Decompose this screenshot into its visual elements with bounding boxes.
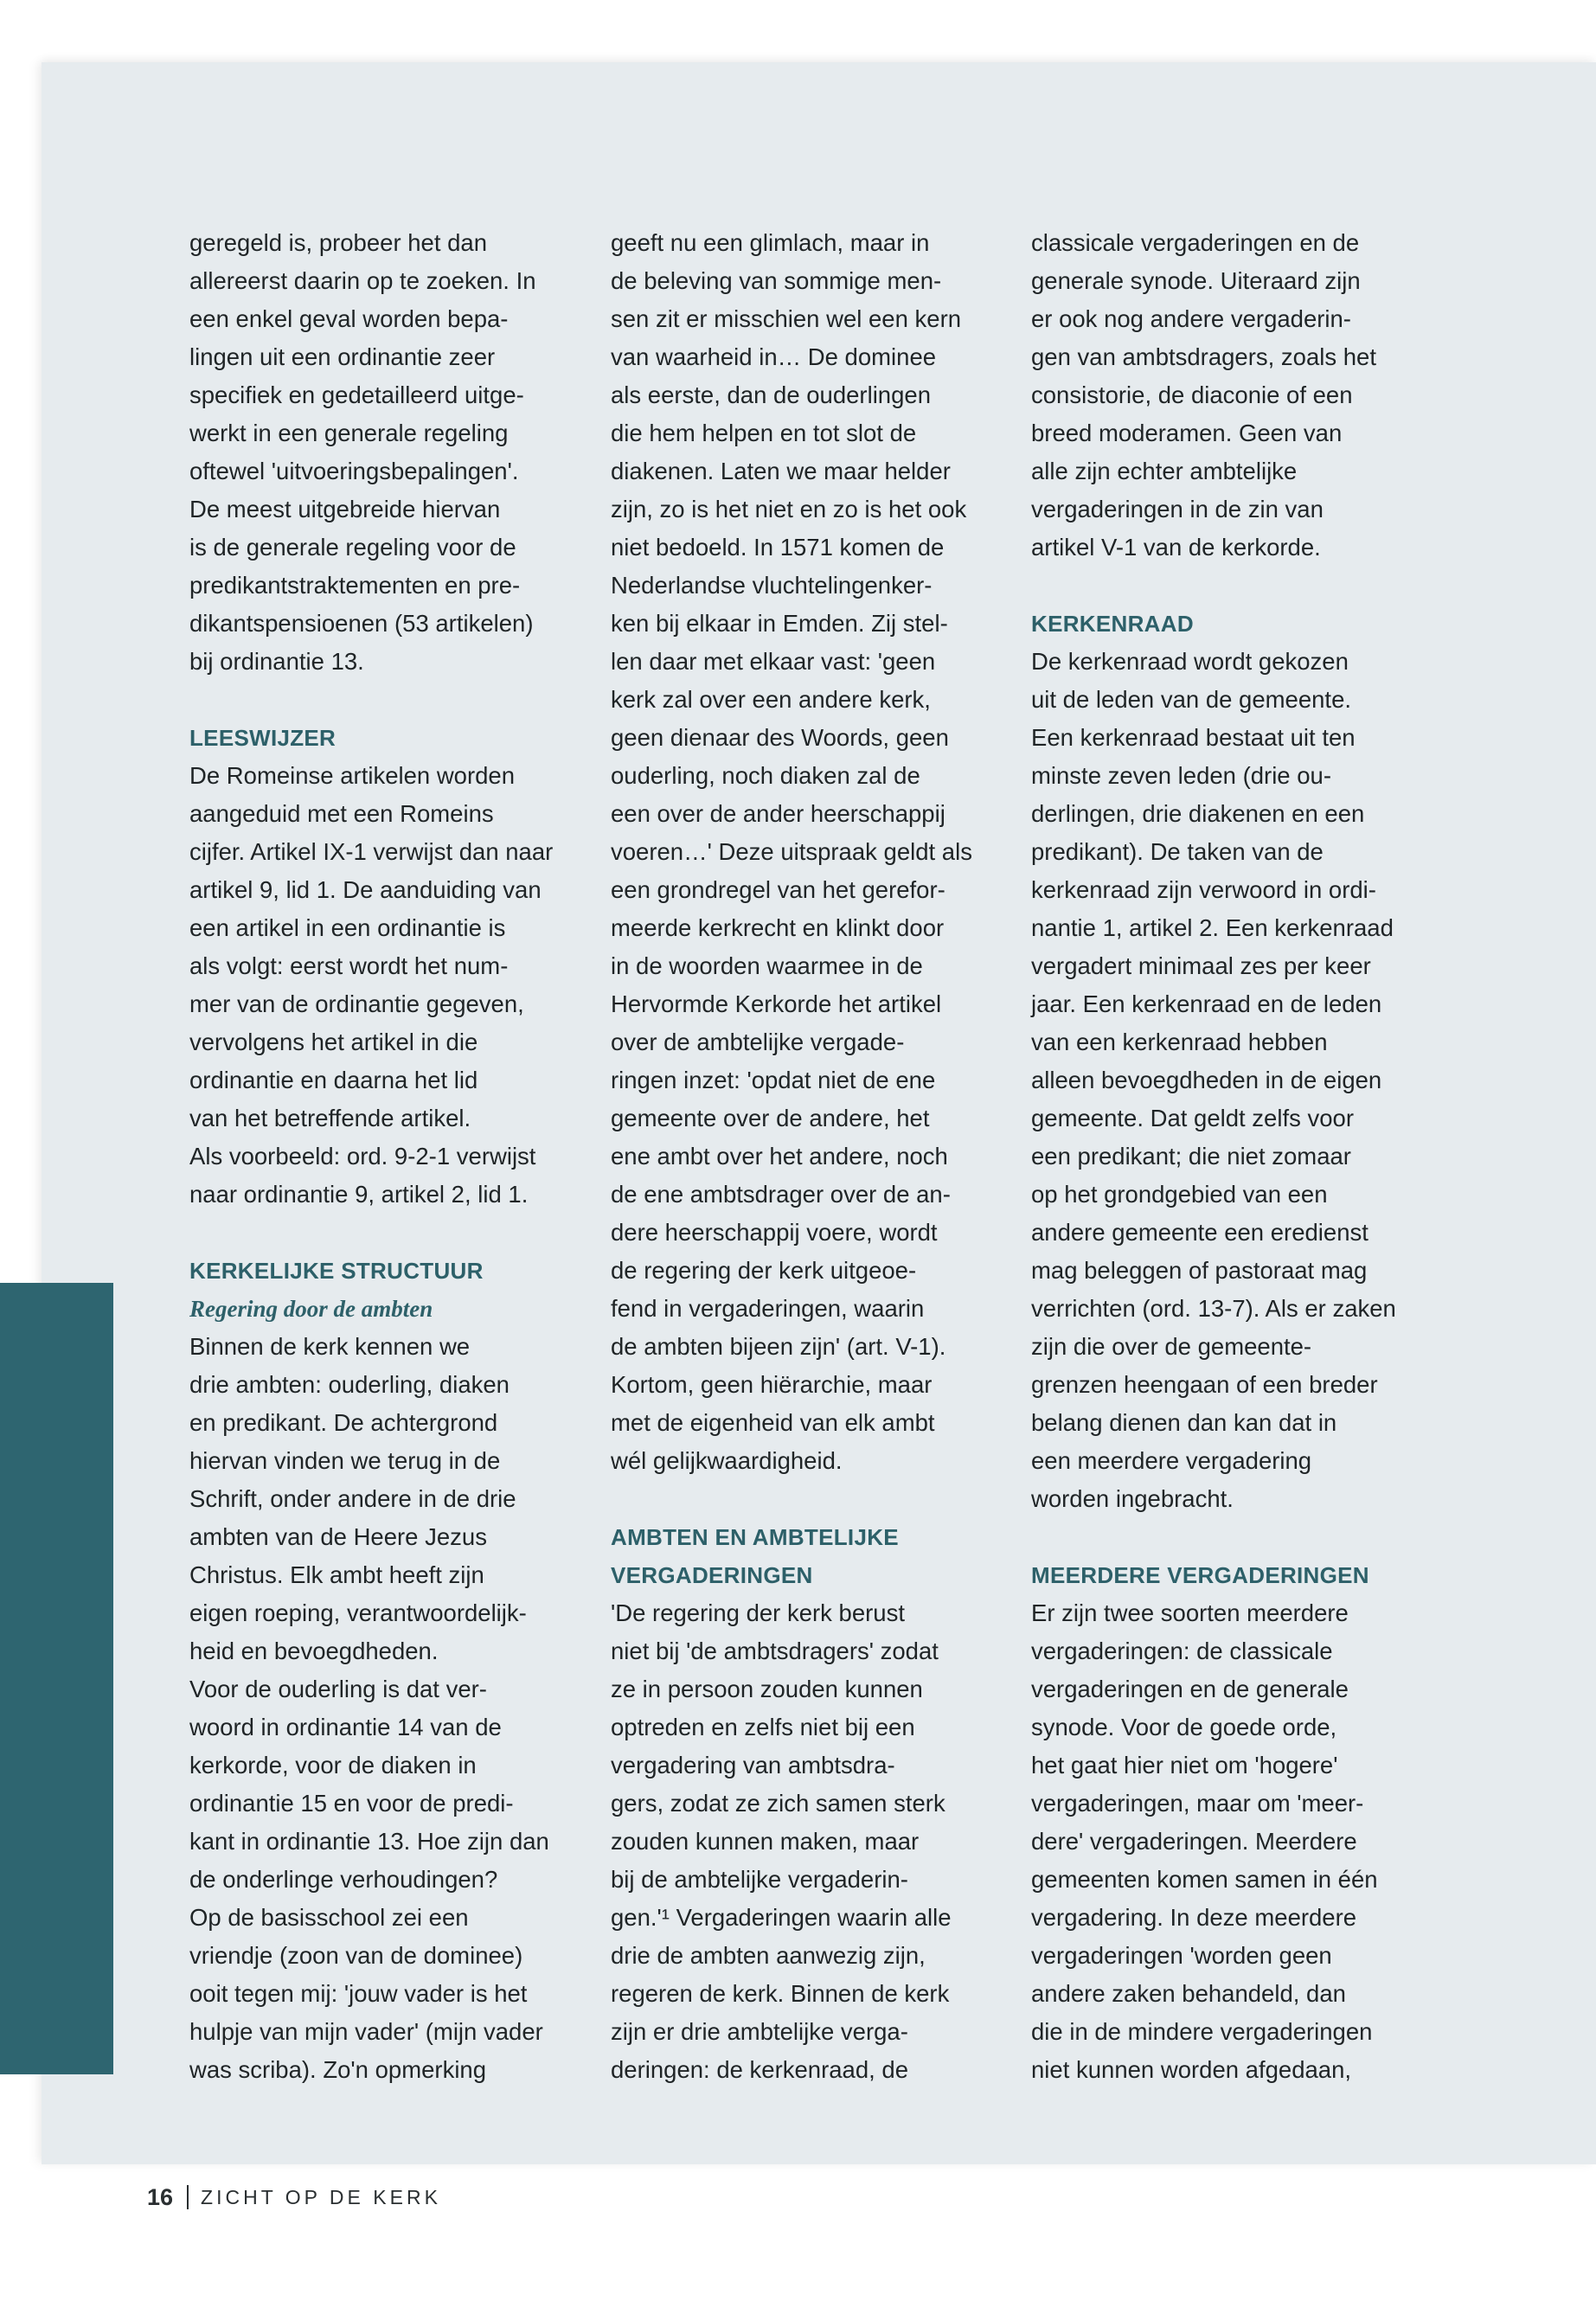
footer-divider [187,2185,189,2209]
text-line: cijfer. Artikel IX-1 verwijst dan naar [189,838,554,865]
text-line: zijn die over de gemeente- [1031,1333,1312,1360]
text-line: eigen roeping, verantwoordelijk- [189,1599,527,1626]
text-line: aangeduid met een Romeins [189,800,494,827]
text-line: een enkel geval worden bepa- [189,305,509,332]
text-line: artikel 9, lid 1. De aanduiding van [189,876,542,903]
text-line: als volgt: eerst wordt het num- [189,952,509,979]
text-line: 'De regering der kerk berust [611,1599,905,1626]
text-line: uit de leden van de gemeente. [1031,686,1352,713]
text-line: bij de ambtelijke vergaderin- [611,1866,908,1893]
publication-name: ZICHT OP DE KERK [201,2185,441,2208]
text-line: niet bedoeld. In 1571 komen de [611,534,945,561]
text-line: classicale vergaderingen en de [1031,229,1360,256]
text-line: de onderlinge verhoudingen? [189,1866,498,1893]
text-line: vergadert minimaal zes per keer [1031,952,1371,979]
text-line: ooit tegen mij: 'jouw vader is het [189,1980,528,2007]
text-line: vriendje (zoon van de dominee) [189,1942,523,1969]
text-line: specifiek en gedetailleerd uitge- [189,381,524,408]
text-line: vervolgens het artikel in die [189,1029,478,1055]
text-line: was scriba). Zo'n opmerking [189,2056,487,2083]
text-line: belang dienen dan kan dat in [1031,1409,1337,1436]
text-line: verrichten (ord. 13-7). Als er zaken [1031,1295,1396,1322]
text-line: het gaat hier niet om 'hogere' [1031,1752,1338,1779]
column-2 [611,224,996,2089]
text-line: mag beleggen of pastoraat mag [1031,1257,1368,1284]
text-line: mer van de ordinantie gegeven, [189,990,524,1017]
text-line: de beleving van sommige men- [611,267,942,294]
text-line: De meest uitgebreide hiervan [189,496,501,522]
text-line: diakenen. Laten we maar helder [611,458,951,484]
paragraph-gap [189,681,574,719]
text-line: van waarheid in… De dominee [611,343,937,370]
text-line: consistorie, de diaconie of een [1031,381,1353,408]
text-line: andere zaken behandeld, dan [1031,1980,1346,2007]
text-line: gers, zodat ze zich samen sterk [611,1790,945,1817]
text-line: Hervormde Kerkorde het artikel [611,990,942,1017]
text-line: van het betreffende artikel. [189,1105,471,1131]
text-line: gemeente over de andere, het [611,1105,930,1131]
page-footer [147,2180,441,2214]
text-line: werkt in een generale regeling [189,420,509,446]
text-line: geeft nu een glimlach, maar in [611,229,930,256]
text-line: Binnen de kerk kennen we [189,1333,471,1360]
text-line: generale synode. Uiteraard zijn [1031,267,1361,294]
text-line: De Romeinse artikelen worden [189,762,516,789]
text-line: Nederlandse vluchtelingenker- [611,572,933,599]
text-line: vergadering van ambtsdra- [611,1752,895,1779]
paragraph [1031,1594,1416,2089]
text-line: andere gemeente een eredienst [1031,1219,1368,1246]
paragraph [189,1328,574,2089]
text-line: Als voorbeeld: ord. 9-2-1 verwijst [189,1143,536,1170]
text-line: Christus. Elk ambt heeft zijn [189,1561,484,1588]
paragraph-gap [1031,1518,1416,1556]
text-line: predikantstraktementen en pre- [189,572,521,599]
text-line: niet bij 'de ambtsdragers' zodat [611,1638,939,1664]
paragraph-gap [189,1214,574,1252]
text-line: grenzen heengaan of een breder [1031,1371,1378,1398]
text-line: zijn er drie ambtelijke verga- [611,2018,908,2045]
text-line: de ambten bijeen zijn' (art. V-1). [611,1333,946,1360]
text-line: oftewel 'uitvoeringsbepalingen'. [189,458,519,484]
text-line: is de generale regeling voor de [189,534,516,561]
text-line: kerkorde, voor de diaken in [189,1752,477,1779]
text-line: de regering der kerk uitgeoe- [611,1257,917,1284]
text-line: gen.'¹ Vergaderingen waarin alle [611,1904,952,1931]
text-line: ouderling, noch diaken zal de [611,762,920,789]
paragraph-gap [611,1480,996,1518]
text-line: synode. Voor de goede orde, [1031,1714,1337,1740]
text-line: op het grondgebied van een [1031,1181,1328,1208]
text-line: de ene ambtsdrager over de an- [611,1181,951,1208]
text-line: regeren de kerk. Binnen de kerk [611,1980,950,2007]
text-line: alle zijn echter ambtelijke [1031,458,1298,484]
text-line: hulpje van mijn vader' (mijn vader [189,2018,543,2045]
text-line: geen dienaar des Woords, geen [611,724,949,751]
text-line: Op de basisschool zei een [189,1904,469,1931]
text-line: over de ambtelijke vergade- [611,1029,905,1055]
text-line: kerkenraad zijn verwoord in ordi- [1031,876,1376,903]
text-line: drie ambten: ouderling, diaken [189,1371,510,1398]
text-line: met de eigenheid van elk ambt [611,1409,935,1436]
section-subheading: Regering door de ambten [189,1296,433,1322]
text-line: Kortom, geen hiërarchie, maar [611,1371,933,1398]
text-line: alleen bevoegdheden in de eigen [1031,1067,1382,1093]
text-line: dere heerschappij voere, wordt [611,1219,938,1246]
text-line: woord in ordinantie 14 van de [189,1714,502,1740]
section-heading: MEERDERE VERGADERINGEN [1031,1562,1369,1588]
text-line: zouden kunnen maken, maar [611,1828,920,1855]
accent-bar [0,1283,113,2074]
text-line: breed moderamen. Geen van [1031,420,1343,446]
text-line: in de woorden waarmee in de [611,952,923,979]
text-line: een grondregel van het gerefor- [611,876,945,903]
section-heading: KERKELIJKE STRUCTUUR [189,1258,484,1284]
column-1 [189,224,574,2089]
text-line: dikantspensioenen (53 artikelen) [189,610,534,637]
text-line: minste zeven leden (drie ou- [1031,762,1331,789]
text-line: De kerkenraad wordt gekozen [1031,648,1349,675]
text-line: naar ordinantie 9, artikel 2, lid 1. [189,1181,529,1208]
text-line: meerde kerkrecht en klinkt door [611,914,945,941]
column-3 [1031,224,1416,2089]
section-heading: VERGADERINGEN [611,1562,813,1588]
text-line: kant in ordinantie 13. Hoe zijn dan [189,1828,549,1855]
text-line: gen van ambtsdragers, zoals het [1031,343,1376,370]
text-line: hiervan vinden we terug in de [189,1447,501,1474]
text-line: niet kunnen worden afgedaan, [1031,2056,1352,2083]
text-line: een artikel in een ordinantie is [189,914,506,941]
text-line: ene ambt over het andere, noch [611,1143,948,1170]
paragraph [611,1594,996,2089]
text-line: bij ordinantie 13. [189,648,364,675]
text-line: optreden en zelfs niet bij een [611,1714,915,1740]
paragraph [189,224,574,681]
text-line: worden ingebracht. [1031,1485,1234,1512]
text-line: wél gelijkwaardigheid. [611,1447,843,1474]
page-number: 16 [147,2183,174,2210]
text-line: ze in persoon zouden kunnen [611,1676,923,1702]
text-line: ambten van de Heere Jezus [189,1523,487,1550]
text-line: vergaderingen 'worden geen [1031,1942,1332,1969]
text-line: Er zijn twee soorten meerdere [1031,1599,1349,1626]
text-line: een predikant; die niet zomaar [1031,1143,1351,1170]
section-heading: LEESWIJZER [189,725,337,751]
text-line: vergadering. In deze meerdere [1031,1904,1357,1931]
text-line: zijn, zo is het niet en zo is het ook [611,496,967,522]
text-line: vergaderingen, maar om 'meer- [1031,1790,1364,1817]
section-heading: AMBTEN EN AMBTELIJKE [611,1524,899,1550]
paragraph [611,224,996,1480]
text-line: een over de ander heerschappij [611,800,945,827]
text-line: allereerst daarin op te zoeken. In [189,267,536,294]
text-line: ordinantie en daarna het lid [189,1067,478,1093]
text-line: vergaderingen: de classicale [1031,1638,1333,1664]
text-line: Schrift, onder andere in de drie [189,1485,516,1512]
text-line: geregeld is, probeer het dan [189,229,487,256]
text-line: ken bij elkaar in Emden. Zij stel- [611,610,948,637]
text-line: die hem helpen en tot slot de [611,420,917,446]
section-heading: KERKENRAAD [1031,611,1194,637]
text-line: als eerste, dan de ouderlingen [611,381,931,408]
text-line: er ook nog andere vergaderin- [1031,305,1351,332]
text-line: die in de mindere vergaderingen [1031,2018,1373,2045]
paragraph-gap [1031,567,1416,605]
text-line: Voor de ouderling is dat ver- [189,1676,487,1702]
paragraph [1031,224,1416,567]
text-line: ordinantie 15 en voor de predi- [189,1790,514,1817]
text-line: ringen inzet: 'opdat niet de ene [611,1067,936,1093]
text-line: lingen uit een ordinantie zeer [189,343,496,370]
text-line: derlingen, drie diakenen en een [1031,800,1365,827]
text-line: vergaderingen en de generale [1031,1676,1349,1702]
text-line: fend in vergaderingen, waarin [611,1295,925,1322]
text-line: Een kerkenraad bestaat uit ten [1031,724,1356,751]
text-line: len daar met elkaar vast: 'geen [611,648,936,675]
paragraph [1031,643,1416,1518]
text-line: gemeente. Dat geldt zelfs voor [1031,1105,1354,1131]
text-line: kerk zal over een andere kerk, [611,686,931,713]
text-line: deringen: de kerkenraad, de [611,2056,908,2083]
text-line: een meerdere vergadering [1031,1447,1312,1474]
text-line: nantie 1, artikel 2. Een kerkenraad [1031,914,1394,941]
text-line: gemeenten komen samen in één [1031,1866,1378,1893]
paragraph [189,757,574,1214]
text-line: dere' vergaderingen. Meerdere [1031,1828,1357,1855]
text-line: voeren…' Deze uitspraak geldt als [611,838,972,865]
text-line: van een kerkenraad hebben [1031,1029,1328,1055]
text-line: artikel V-1 van de kerkorde. [1031,534,1321,561]
text-line: drie de ambten aanwezig zijn, [611,1942,926,1969]
text-line: jaar. Een kerkenraad en de leden [1031,990,1382,1017]
text-line: vergaderingen in de zin van [1031,496,1324,522]
text-line: sen zit er misschien wel een kern [611,305,962,332]
text-line: heid en bevoegdheden. [189,1638,439,1664]
text-line: predikant). De taken van de [1031,838,1324,865]
text-line: en predikant. De achtergrond [189,1409,498,1436]
